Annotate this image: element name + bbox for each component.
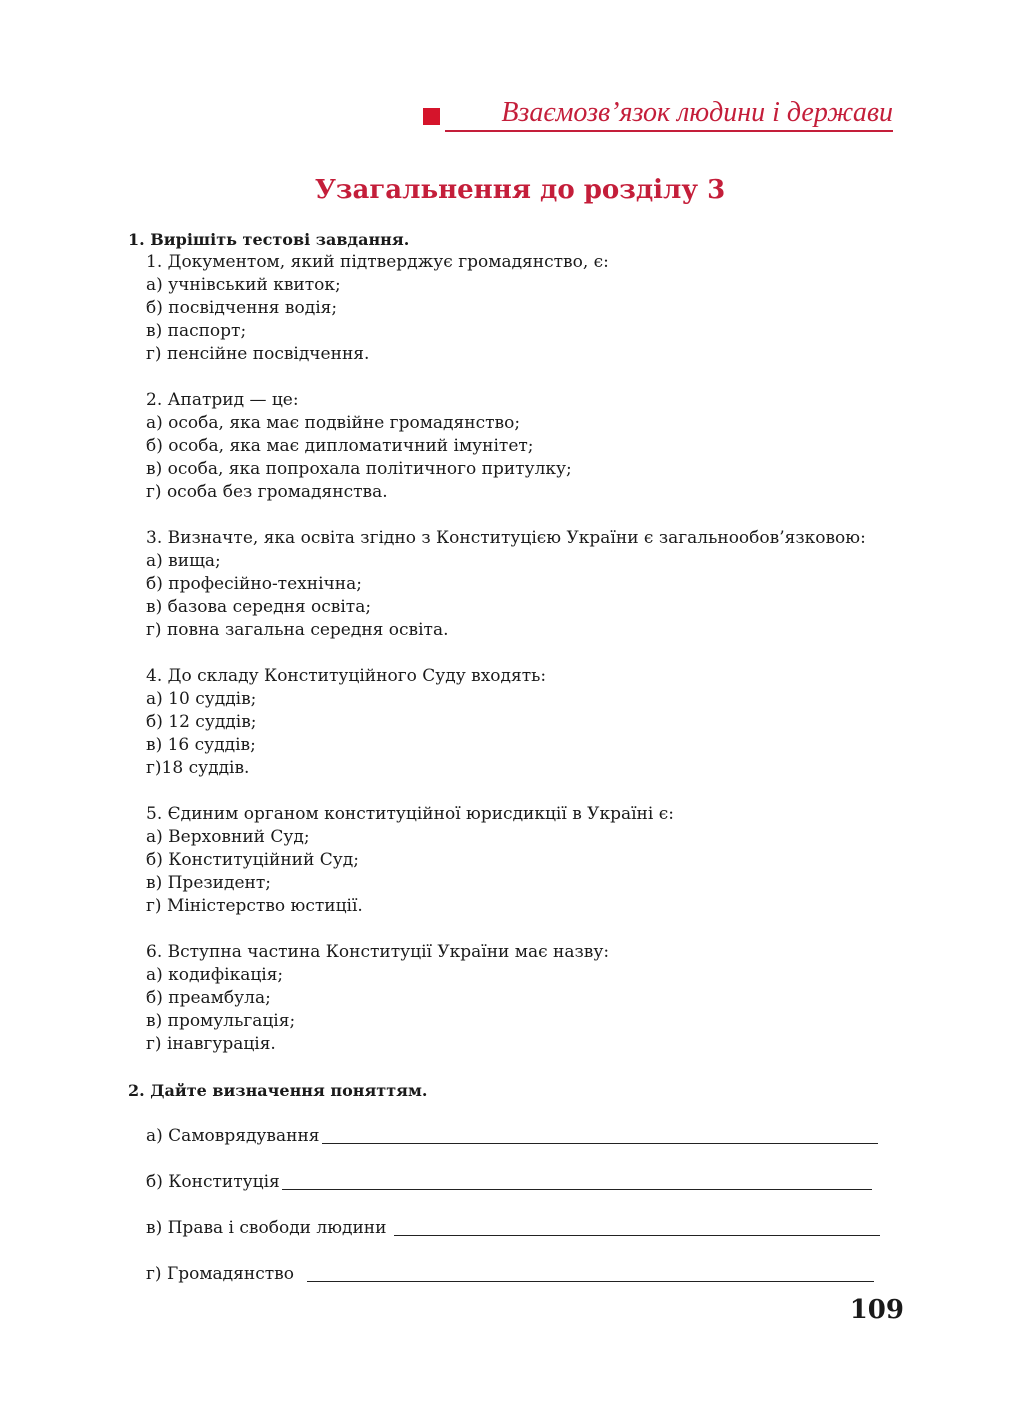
question-option: в) промульгація;	[146, 1011, 296, 1031]
answer-blank[interactable]	[394, 1235, 880, 1236]
definition-label: б) Конституція	[146, 1172, 280, 1192]
answer-blank[interactable]	[322, 1143, 878, 1144]
question-prompt: 3. Визначте, яка освіта згідно з Конституцією України є загальнообов’язковою:	[146, 528, 866, 548]
question-2	[146, 389, 906, 504]
section-title: Узагальнення до розділу 3	[314, 175, 726, 205]
question-option: б) Конституційний Суд;	[146, 850, 359, 870]
definition-line-rights-freedoms[interactable]	[146, 1214, 880, 1240]
question-option: г) інавгурація.	[146, 1034, 276, 1054]
header-underline	[445, 130, 893, 132]
task-2-heading: 2. Дайте визначення поняттям.	[128, 1081, 428, 1100]
task-1-heading: 1. Вирішіть тестові завдання.	[128, 230, 410, 249]
question-option: б) посвідчення водія;	[146, 298, 338, 318]
question-5	[146, 803, 906, 918]
chapter-header	[423, 96, 893, 132]
definition-line-citizenship[interactable]	[146, 1260, 874, 1286]
question-option: а) вища;	[146, 551, 221, 571]
question-option: в) Президент;	[146, 873, 271, 893]
question-option: б) професійно-технічна;	[146, 574, 362, 594]
question-option: г) Міністерство юстиції.	[146, 896, 363, 916]
question-prompt: 6. Вступна частина Конституції України має назву:	[146, 942, 610, 962]
question-option: б) особа, яка має дипломатичний імунітет;	[146, 436, 534, 456]
definition-label: а) Самоврядування	[146, 1126, 320, 1146]
question-option: г)18 суддів.	[146, 758, 250, 778]
question-option: в) 16 суддів;	[146, 735, 256, 755]
question-prompt: 2. Апатрид — це:	[146, 390, 299, 410]
page-number: 109	[849, 1295, 904, 1325]
header-red-square-icon	[423, 108, 440, 125]
definition-label: г) Громадянство	[146, 1264, 305, 1284]
question-3	[146, 527, 906, 642]
question-option: а) учнівський квиток;	[146, 275, 341, 295]
question-prompt: 5. Єдиним органом конституційної юрисдикції в Україні є:	[146, 804, 674, 824]
question-1	[146, 251, 906, 366]
answer-blank[interactable]	[282, 1189, 872, 1190]
question-option: г) особа без громадянства.	[146, 482, 388, 502]
question-option: в) базова середня освіта;	[146, 597, 372, 617]
question-option: в) паспорт;	[146, 321, 247, 341]
answer-blank[interactable]	[307, 1281, 874, 1282]
question-option: а) особа, яка має подвійне громадянство;	[146, 413, 521, 433]
question-4	[146, 665, 906, 780]
question-prompt: 4. До складу Конституційного Суду входять:	[146, 666, 547, 686]
question-option: б) преамбула;	[146, 988, 271, 1008]
chapter-title: Взаємозв’язок людини і держави	[501, 97, 893, 128]
definition-line-constitution[interactable]	[146, 1168, 872, 1194]
question-prompt: 1. Документом, який підтверджує громадянство, є:	[146, 252, 609, 272]
definition-label: в) Права і свободи людини	[146, 1218, 392, 1238]
question-option: г) повна загальна середня освіта.	[146, 620, 449, 640]
question-option: в) особа, яка попрохала політичного притулку;	[146, 459, 572, 479]
question-option: а) Верховний Суд;	[146, 827, 310, 847]
question-6	[146, 941, 906, 1056]
question-option: б) 12 суддів;	[146, 712, 257, 732]
question-option: г) пенсійне посвідчення.	[146, 344, 370, 364]
question-option: а) 10 суддів;	[146, 689, 257, 709]
definition-line-self-government[interactable]	[146, 1122, 878, 1148]
question-option: а) кодифікація;	[146, 965, 284, 985]
